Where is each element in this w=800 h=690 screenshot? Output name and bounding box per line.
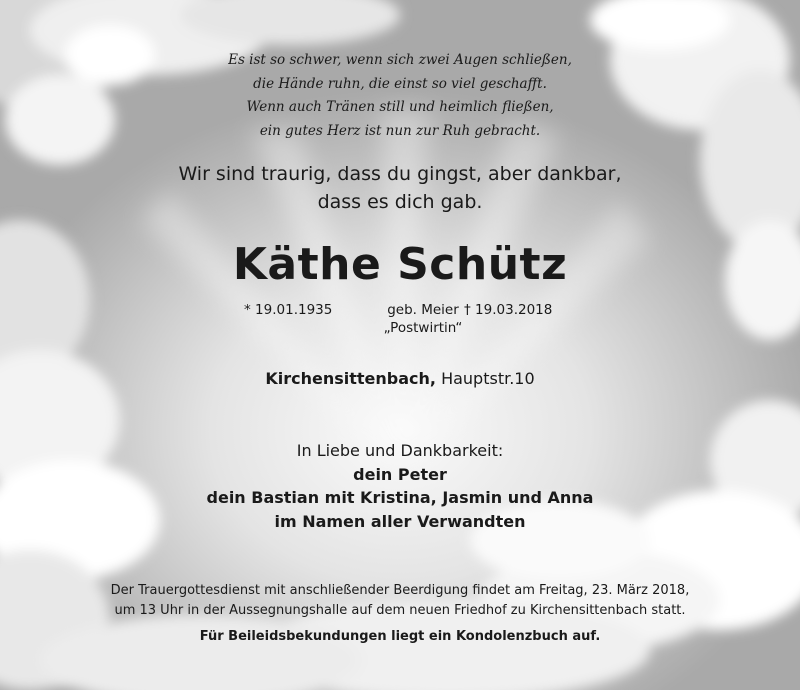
maiden-name: geb. Meier — [387, 302, 459, 318]
address-town: Kirchensittenbach, — [265, 369, 436, 388]
poem-line: Es ist so schwer, wenn sich zwei Augen schließen, — [228, 52, 572, 68]
condolence-note: Für Beileidsbekundungen liegt ein Kondolenzbuch auf. — [199, 629, 601, 644]
funeral-service-info — [0, 581, 800, 621]
intro-line: dass es dich gab. — [317, 191, 483, 213]
intro-text — [0, 160, 800, 216]
service-line: um 13 Uhr in der Aussegnungshalle auf dem neuen Friedhof zu Kirchensittenbach statt. — [114, 603, 686, 618]
poem-line: die Hände ruhn, die einst so viel geschafft. — [253, 75, 547, 92]
maiden-name-block — [373, 301, 473, 337]
deceased-name: Käthe Schütz — [232, 239, 568, 290]
mourners — [0, 439, 800, 533]
mourner-line: dein Bastian mit Kristina, Jasmin und Anna — [206, 488, 594, 507]
address-street: Hauptstr.10 — [441, 369, 535, 388]
mourner-line: im Namen aller Verwandten — [274, 511, 526, 531]
nickname: „Postwirtin“ — [383, 320, 463, 336]
poem — [0, 49, 800, 143]
poem-line: Wenn auch Tränen still und heimlich fließen, — [246, 99, 554, 115]
poem-line: ein gutes Herz ist nun zur Ruh gebracht. — [259, 122, 541, 139]
service-line: Der Trauergottesdienst mit anschließender Beerdigung findet am Freitag, 23. März 2018, — [110, 583, 690, 598]
mourners-heading: In Liebe und Dankbarkeit: — [296, 441, 504, 460]
death-date: † 19.03.2018 — [464, 302, 553, 318]
birth-date: * 19.01.1935 — [244, 302, 333, 318]
address — [0, 368, 800, 390]
mourner-line: dein Peter — [353, 464, 447, 484]
intro-line: Wir sind traurig, dass du gingst, aber dankbar, — [178, 163, 622, 185]
